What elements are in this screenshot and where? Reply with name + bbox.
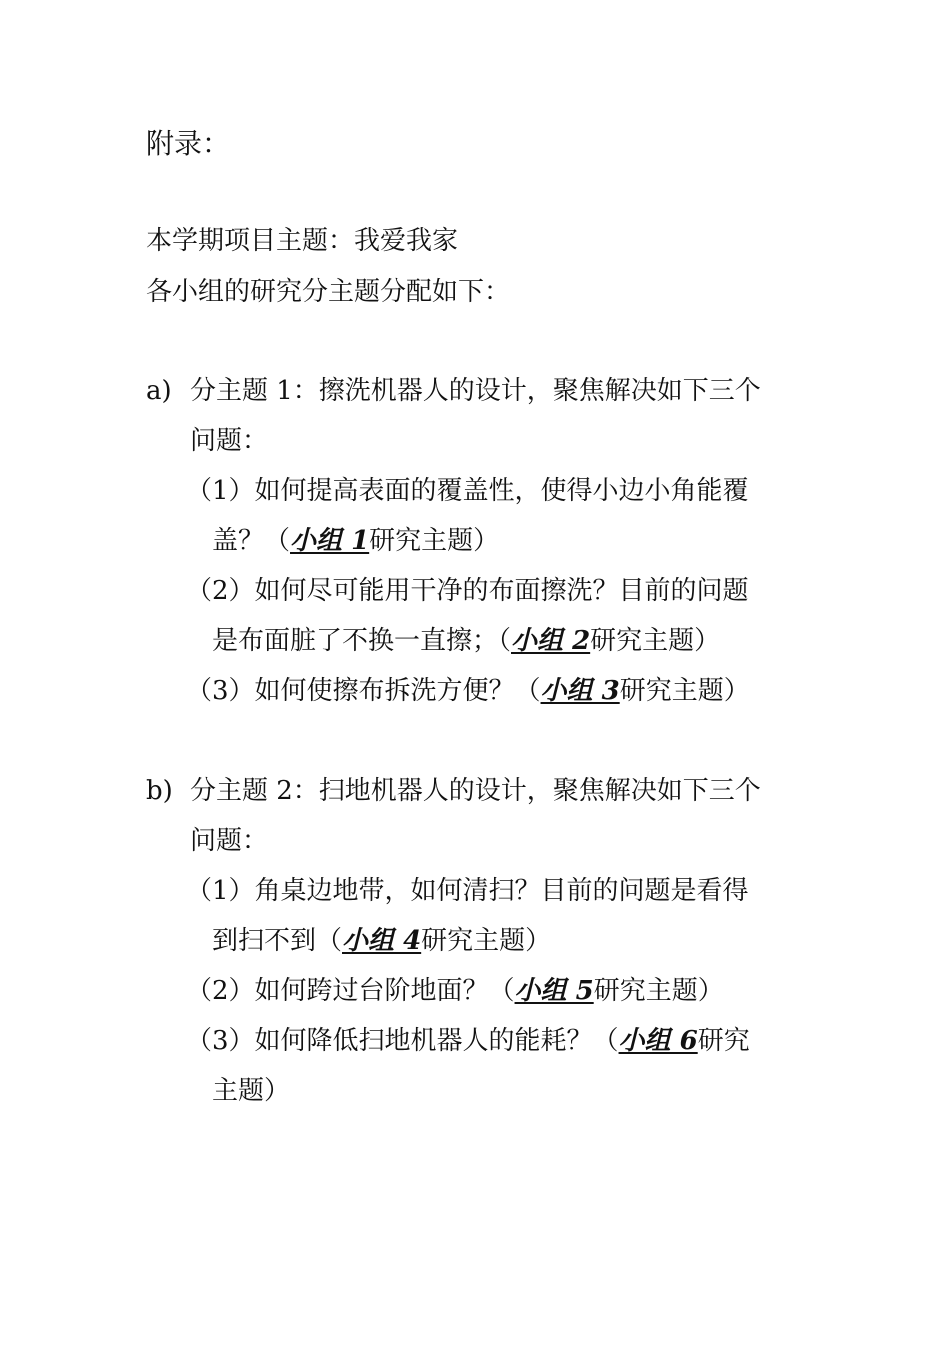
section-a-question-2: （2）如何尽可能用干净的布面擦洗？目前的问题 bbox=[186, 576, 749, 606]
section-b-title-cont: 问题： bbox=[190, 826, 269, 856]
section-a-marker: a) bbox=[146, 376, 172, 406]
group-tag: 小组 5 bbox=[514, 976, 594, 1006]
group-tag: 小组 6 bbox=[618, 1026, 698, 1056]
section-b-marker: b) bbox=[146, 776, 173, 806]
question-text: 研究主题） bbox=[593, 976, 724, 1006]
group-tag: 小组 4 bbox=[342, 926, 422, 956]
section-b-question-3-cont: 主题） bbox=[212, 1076, 291, 1106]
question-text: 研究主题） bbox=[369, 526, 500, 556]
question-text: 研究主题） bbox=[590, 626, 721, 656]
question-text: 盖？（ bbox=[212, 526, 291, 556]
group-tag: 小组 1 bbox=[290, 526, 370, 556]
question-text: 是布面脏了不换一直擦；（ bbox=[212, 626, 512, 656]
question-text: 研究主题） bbox=[421, 926, 552, 956]
section-a-title: 分主题 1：擦洗机器人的设计，聚焦解决如下三个 bbox=[190, 376, 761, 406]
question-text: （3）如何使擦布拆洗方便？（ bbox=[186, 676, 541, 706]
section-b-question-2 bbox=[186, 974, 724, 1008]
question-text: 研究 bbox=[697, 1026, 750, 1056]
question-text: 研究主题） bbox=[619, 676, 750, 706]
assignment-intro: 各小组的研究分主题分配如下： bbox=[146, 277, 511, 307]
question-text: （3）如何降低扫地机器人的能耗？（ bbox=[186, 1026, 619, 1056]
section-a-question-2-cont bbox=[212, 624, 720, 658]
section-b-question-1-cont bbox=[212, 924, 551, 958]
section-b-question-1: （1）角桌边地带，如何清扫？目前的问题是看得 bbox=[186, 876, 749, 906]
question-text: （2）如何跨过台阶地面？（ bbox=[186, 976, 515, 1006]
section-b-question-3 bbox=[186, 1024, 750, 1058]
section-a-question-3 bbox=[186, 674, 750, 708]
appendix-title: 附录： bbox=[146, 127, 231, 160]
section-a-title-cont: 问题： bbox=[190, 426, 269, 456]
section-b-title: 分主题 2：扫地机器人的设计，聚焦解决如下三个 bbox=[190, 776, 761, 806]
project-theme: 本学期项目主题：我爱我家 bbox=[146, 226, 459, 256]
section-a-question-1-cont bbox=[212, 524, 499, 558]
question-text: 到扫不到（ bbox=[212, 926, 343, 956]
group-tag: 小组 3 bbox=[540, 676, 620, 706]
section-a-question-1: （1）如何提高表面的覆盖性，使得小边小角能覆 bbox=[186, 476, 749, 506]
group-tag: 小组 2 bbox=[511, 626, 591, 656]
